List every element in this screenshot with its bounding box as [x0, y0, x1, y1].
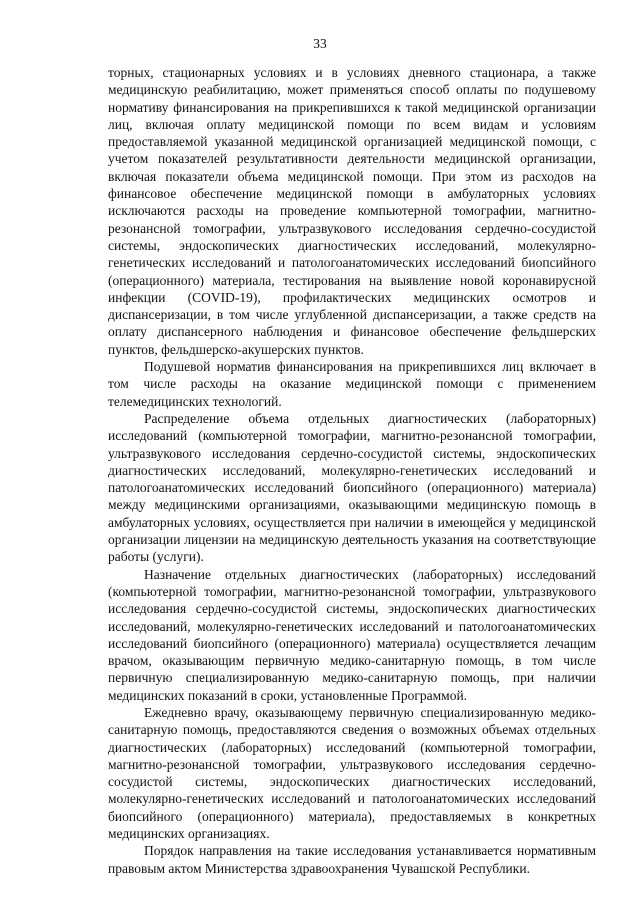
page-number: 33: [313, 36, 327, 51]
paragraph-referral-procedure: Порядок направления на такие исследования устанавливается нормативным правовым актом Министерства здравоохранения Чувашской Республики.: [108, 843, 596, 876]
paragraph-continuation: торных, стационарных условиях и в условиях дневного стационара, а также медицинскую реабилитацию, может применяться способ оплаты по подушевому нормативу финансирования на прикрепившихся к такой медицинской организации лиц, включая оплату медицинской помощи по всем видам и условиям предоставляемой указанной медицинской организацией медицинской помощи, с учетом показателей результативности деятельности медицинской организации, включая показатели объема медицинской помощи. При этом из расходов на финансовое обеспечение медицинской помощи в амбулаторных условиях исключаются расходы на проведение компьютерной томографии, магнитно-резонансной томографии, ультразвукового исследования сердечно-сосудистой системы, эндоскопических диагностических исследований, молекулярно-генетических исследований и патологоанатомических исследований биопсийного (операционного) материала, тестирования на выявление новой коронавирусной инфекции (COVID-19), профилактических медицинских осмотров и диспансеризации, в том числе углубленной диспансеризации, а также средств на оплату диспансерного наблюдения и финансовое обеспечение фельдшерских пунктов, фельдшерско-акушерских пунктов.: [108, 65, 596, 357]
paragraph-daily-information: Ежедневно врачу, оказывающему первичную специализированную медико-санитарную помощь, предоставляются сведения о возможных объемах отдельных диагностических (лабораторных) исследований (компьютерной томографии, магнитно-резонансной томографии, ультразвукового исследования сердечно-сосудистой системы, эндоскопических диагностических исследований, молекулярно-генетических исследований и патологоанатомических исследований биопсийного (операционного) материала), предоставляемых в конкретных медицинских организациях.: [108, 704, 596, 842]
paragraph-prescription: Назначение отдельных диагностических (лабораторных) исследований (компьютерной томографии, магнитно-резонансной томографии, ультразвукового исследования сердечно-сосудистой системы, эндоскопических диагностических исследований, молекулярно-генетических исследований и патологоанатомических исследований биопсийного (операционного) материала) осуществляется лечащим врачом, оказывающим первичную медико-санитарную помощь, в том числе первичную специализированную медико-санитарную помощь, при наличии медицинских показаний в сроки, установленные Программой.: [108, 566, 596, 703]
document-body: [108, 64, 596, 877]
paragraph-per-capita-norm: Подушевой норматив финансирования на прикрепившихся лиц включает в том числе расходы на оказание медицинской помощи с применением телемедицинских технологий.: [108, 359, 596, 409]
paragraph-volume-distribution: Распределение объема отдельных диагностических (лабораторных) исследований (компьютерной томографии, магнитно-резонансной томографии, ультразвукового исследования сердечно-сосудистой системы, эндоскопических диагностических исследований, молекулярно-генетических исследований и патологоанатомических исследований биопсийного (операционного) материала) между медицинскими организациями, оказывающими медицинскую помощь в амбулаторных условиях, осуществляется при наличии в имеющейся у медицинской организации лицензии на медицинскую деятельность указания на соответствующие работы (услуги).: [108, 410, 596, 565]
